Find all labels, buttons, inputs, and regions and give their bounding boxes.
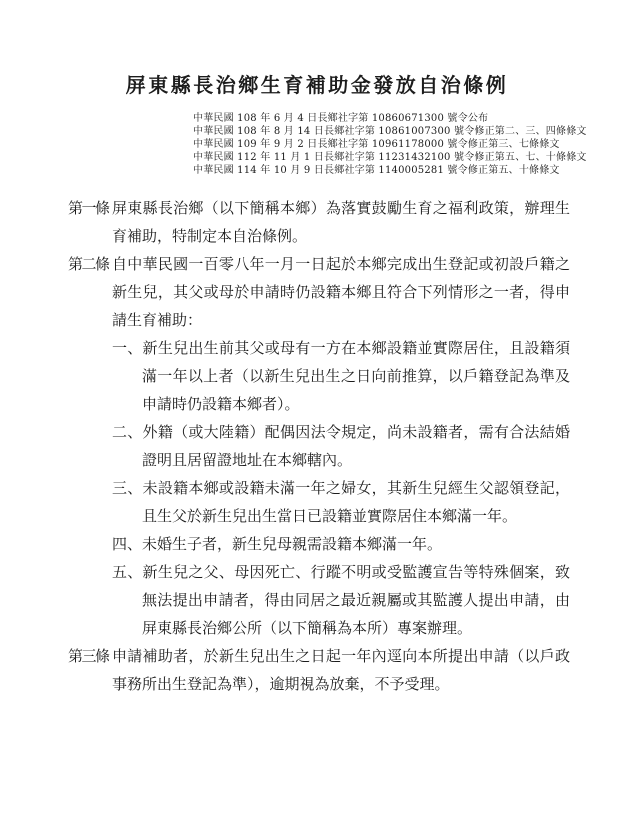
article-2: [0, 250, 634, 642]
article-2-item-4: 四、未婚生子者，新生兒母親需設籍本鄉滿一年。: [112, 535, 443, 553]
document-title: 屏東縣長治鄉生育補助金發放自治條例: [125, 73, 509, 97]
amendment-line-1: 中華民國 108 年 6 月 4 日長鄉社字第 10860671300 號令公布: [193, 113, 489, 124]
articles-section: [0, 194, 634, 698]
amendment-line-5: 中華民國 114 年 10 月 9 日長鄉社字第 1140005281 號令修正第五、十條條文: [193, 165, 560, 176]
article-3-label: 第三條: [68, 647, 109, 665]
article-2-body: [112, 250, 570, 642]
article-2-item-5: 五、新生兒之父、母因死亡、行蹤不明或受監護宣告等特殊個案，致無法提出申請者，得由同居之最近親屬或其監護人提出申請，由屏東縣長治鄉公所（以下簡稱為本所）專案辦理。: [112, 563, 570, 637]
amendment-line-3: 中華民國 109 年 9 月 2 日長鄉社字第 10961178000 號令修正第三、七條條文: [193, 139, 560, 150]
amendment-history: [193, 112, 634, 177]
article-1: [0, 194, 634, 250]
article-3-body: [112, 642, 570, 698]
article-2-label: 第二條: [68, 255, 109, 273]
article-3-text: 申請補助者，於新生兒出生之日起一年內逕向本所提出申請（以戶政事務所出生登記為準），逾期視為放棄，不予受理。: [112, 647, 570, 693]
amendment-line-4: 中華民國 112 年 11 月 1 日長鄉社字第 11231432100 號令修正第五、七、十條條文: [193, 152, 587, 163]
article-3: [0, 642, 634, 698]
amendment-line-2: 中華民國 108 年 8 月 14 日長鄉社字第 10861007300 號令修正第二、三、四條條文: [193, 126, 587, 137]
article-1-body: [112, 194, 570, 250]
article-2-item-3: 三、未設籍本鄉或設籍未滿一年之婦女，其新生兒經生父認領登記，且生父於新生兒出生當日已設籍並實際居住本鄉滿一年。: [112, 479, 570, 525]
article-2-item-2: 二、外籍（或大陸籍）配偶因法令規定，尚未設籍者，需有合法結婚證明且居留證地址在本鄉轄內。: [112, 423, 570, 469]
article-1-text: 屏東縣長治鄉（以下簡稱本鄉）為落實鼓勵生育之福利政策，辦理生育補助，特制定本自治條例。: [112, 199, 570, 245]
article-2-text: 自中華民國一百零八年一月一日起於本鄉完成出生登記或初設戶籍之新生兒，其父或母於申請時仍設籍本鄉且符合下列情形之一者，得申請生育補助：: [112, 255, 570, 329]
article-2-item-1: 一、新生兒出生前其父或母有一方在本鄉設籍並實際居住，且設籍須滿一年以上者（以新生兒出生之日向前推算，以戶籍登記為準及申請時仍設籍本鄉者）。: [112, 339, 570, 413]
article-1-label: 第一條: [68, 199, 109, 217]
